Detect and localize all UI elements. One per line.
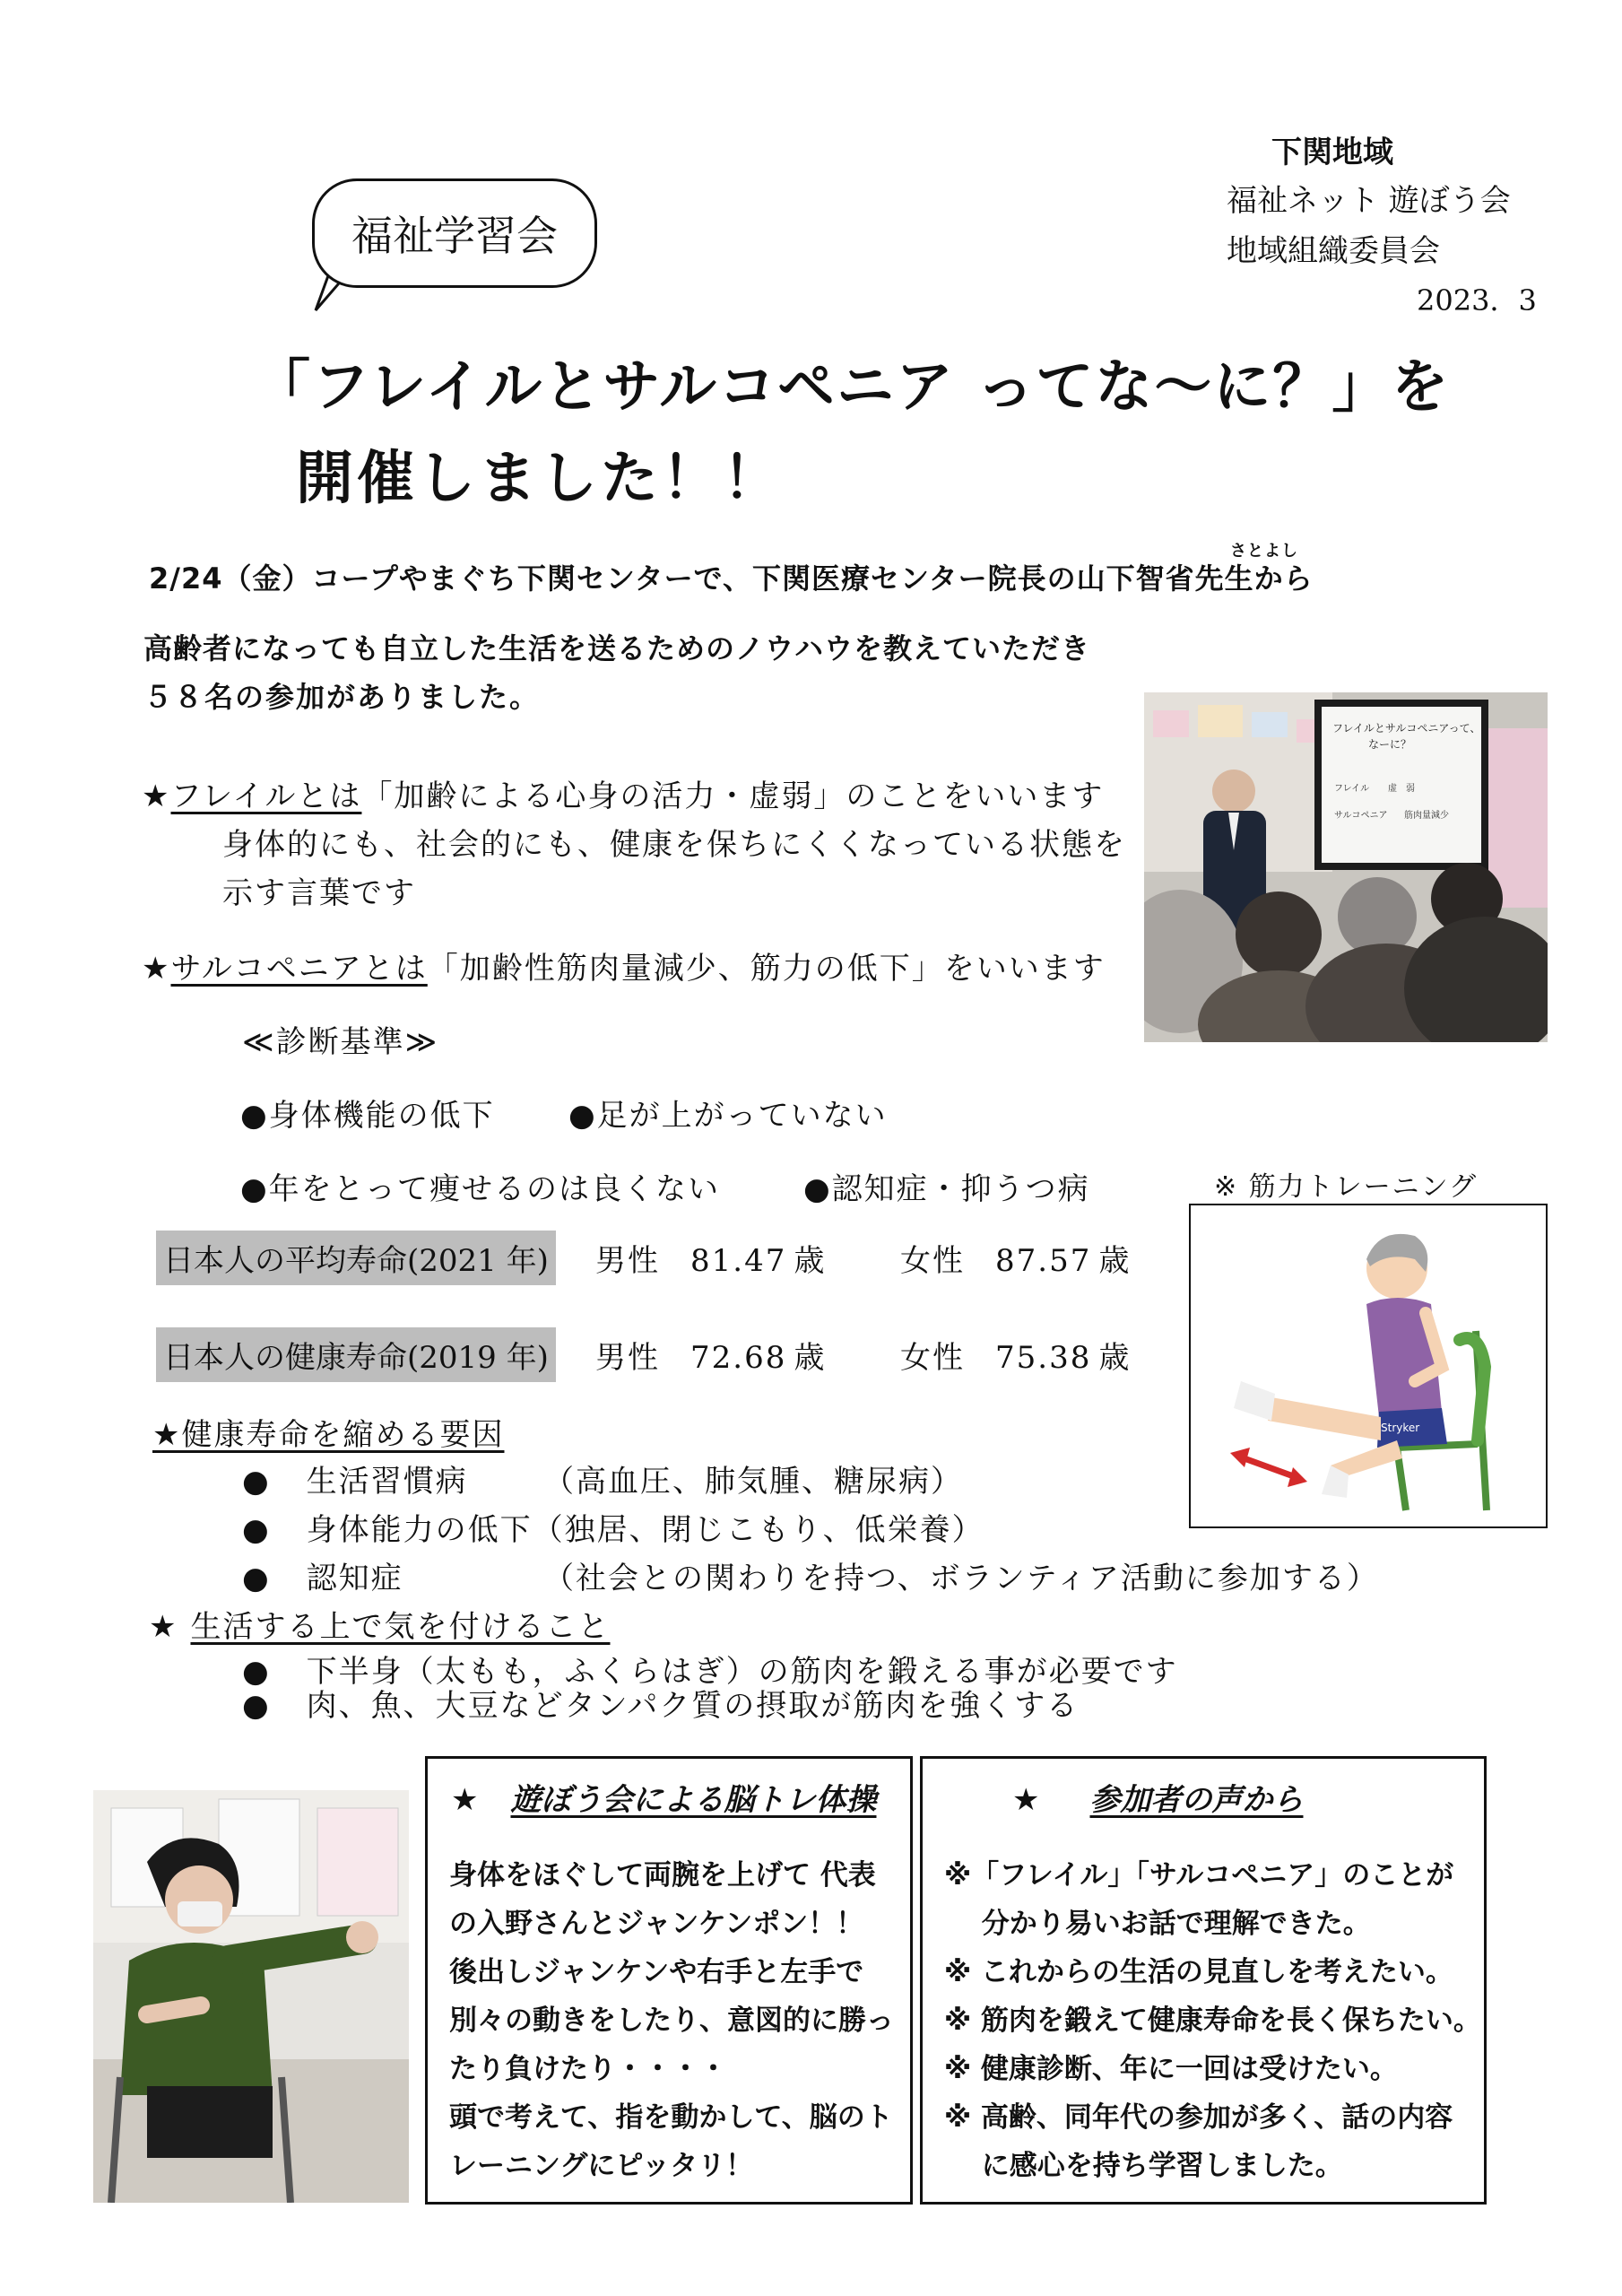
exercise-photo [93, 1790, 409, 2203]
page-title-line2: 開催しました！！ [296, 446, 784, 512]
box2-line-4: ※ 筋肉を鍛えて健康寿命を長く保ちたい。 [944, 2005, 1481, 2037]
bullet: ● [242, 1464, 271, 1500]
frail-definition [142, 771, 1104, 815]
unit: 歳 [1098, 1340, 1132, 1376]
factor-detail: （高血圧、肺気腫、糖尿病） [543, 1464, 963, 1500]
lecture-photo [1144, 692, 1548, 1042]
unit: 歳 [794, 1340, 827, 1376]
female-label: 女性 [900, 1340, 965, 1376]
male-label: 男性 [595, 1340, 660, 1376]
box2-line-7: に感心を持ち学習しました。 [944, 2150, 1343, 2182]
sarco-term: サルコペニアとは [170, 951, 428, 987]
star-mark: ★ [142, 778, 171, 814]
sarco-def: 「加齢性筋肉量減少、筋力の低下」をいいます [427, 951, 1106, 987]
criteria-item-2: ●足が上がっていない [568, 1098, 888, 1134]
box2-title [1012, 1775, 1303, 1819]
factor-name: 生活習慣病 [306, 1464, 468, 1500]
box1-line-3: 後出しジャンケンや右手と左手で [449, 1956, 864, 1988]
care-heading [149, 1602, 610, 1646]
frail-def: 「加齢による心身の活力・虚弱」のことをいいます [361, 778, 1105, 814]
male-label: 男性 [595, 1243, 660, 1279]
slide-title-1: フレイルとサルコペニアって、 [1332, 722, 1481, 735]
brain-training-box [425, 1756, 913, 2205]
health-male [595, 1333, 826, 1377]
factor-item-1 [242, 1457, 963, 1500]
unit: 歳 [794, 1243, 827, 1279]
star-mark: ★ [451, 1782, 479, 1818]
slide-title-2: なーに？ [1368, 738, 1412, 751]
intro-line3: ５８名の参加がありました。 [143, 680, 541, 714]
committee-name: 地域組織委員会 [1227, 233, 1440, 269]
box2-line-2: 分かり易いお話で理解できた。 [944, 1908, 1371, 1940]
exercise-figure [1191, 1205, 1546, 1526]
slide-row1-b: 虚 弱 [1388, 784, 1415, 794]
bullet: ● [242, 1561, 271, 1596]
health-female [900, 1333, 1131, 1377]
criteria-heading: ≪診断基準≫ [242, 1024, 439, 1060]
criteria-item-3: ●年をとって痩せるのは良くない [240, 1171, 720, 1207]
box2-title-text: 参加者の声から [1089, 1782, 1304, 1818]
care-item-2 [242, 1681, 1079, 1725]
box1-line-4: 別々の動きをしたり、意図的に勝っ [449, 2005, 894, 2037]
box2-line-5: ※ 健康診断、年に一回は受けたい。 [944, 2053, 1398, 2085]
frail-desc-line2: 示す言葉です [222, 875, 416, 911]
bullet: ● [242, 1512, 271, 1548]
factors-heading [152, 1410, 504, 1454]
training-illustration [1189, 1204, 1548, 1528]
box1-line-6: 頭で考えて、指を動かして、脳のト [449, 2101, 893, 2134]
box1-line-5: たり負けたり・・・・ [449, 2053, 727, 2085]
female-value: 75.38 [995, 1340, 1092, 1376]
sarco-definition [142, 944, 1106, 987]
star-mark: ★ [149, 1609, 178, 1645]
factor-detail: （社会との関わりを持つ、ボランティア活動に参加する） [543, 1561, 1379, 1596]
criteria-item-1: ●身体機能の低下 [240, 1098, 495, 1134]
box2-line-6: ※ 高齢、同年代の参加が多く、話の内容 [944, 2101, 1453, 2134]
bullet: ● [242, 1654, 271, 1690]
org-name: 福祉ネット 遊ぼう会 [1227, 183, 1511, 219]
factor-name: 認知症 [306, 1561, 403, 1596]
region-name: 下関地域 [1271, 135, 1393, 170]
criteria-item-4: ●認知症・抑うつ病 [803, 1171, 1090, 1207]
female-value: 87.57 [995, 1243, 1092, 1279]
participant-voices-box [920, 1756, 1487, 2205]
frail-desc-line1: 身体的にも、社会的にも、健康を保ちにくくなっている状態を [222, 827, 1126, 863]
life-female [900, 1236, 1131, 1280]
care-text: 肉、魚、大豆などタンパク質の摂取が筋肉を強くする [306, 1688, 1080, 1724]
care-text: 下半身（太もも，ふくらはぎ）の筋肉を鍛える事が必要です [306, 1654, 1178, 1690]
issue-date: 2023．3 [1417, 283, 1537, 317]
factor-name: 身体能力の低下（独居、閉じこもり、低栄養） [306, 1512, 984, 1548]
exercise-photo-scene [93, 1790, 409, 2203]
male-value: 81.47 [690, 1243, 787, 1279]
life-expectancy-label: 日本人の平均寿命(2021 年) [156, 1231, 556, 1285]
slide-row1-a: フレイル [1334, 784, 1370, 794]
star-mark: ★ [142, 951, 171, 987]
life-male [595, 1236, 826, 1280]
event-type-bubble: 福祉学習会 [312, 178, 597, 288]
male-value: 72.68 [690, 1340, 787, 1376]
factor-item-2 [242, 1505, 984, 1549]
intro-line1: 2/24（金）コープやまぐち下関センターで、下関医療センター院長の山下智省先生から [149, 561, 1314, 596]
frail-term: フレイルとは [170, 778, 362, 814]
name-ruby: さとよし [1230, 542, 1298, 561]
unit: 歳 [1098, 1243, 1132, 1279]
training-caption: ※ 筋力トレーニング [1214, 1171, 1479, 1203]
page-title-line1: 「フレイルとサルコペニア ってな～に？」を [253, 354, 1451, 421]
shirt-text: Stryker [1381, 1422, 1420, 1434]
slide-row2-a: サルコペニア [1334, 811, 1388, 821]
factor-item-3 [242, 1553, 1379, 1597]
box1-title [451, 1775, 876, 1819]
box1-title-text: 遊ぼう会による脳トレ体操 [510, 1782, 877, 1818]
bullet: ● [242, 1688, 271, 1724]
care-heading-text: 生活する上で気を付けること [190, 1609, 611, 1645]
box1-line-1: 身体をほぐして両腕を上げて 代表 [449, 1859, 876, 1892]
health-expectancy-label: 日本人の健康寿命(2019 年) [156, 1327, 556, 1382]
box1-line-7: レーニングにピッタリ！ [449, 2150, 754, 2182]
female-label: 女性 [900, 1243, 965, 1279]
box1-line-2: の入野さんとジャンケンポン！！ [449, 1908, 864, 1940]
star-mark: ★ [1012, 1782, 1040, 1818]
lecture-scene [1144, 692, 1548, 1042]
box2-line-3: ※ これからの生活の見直しを考えたい。 [944, 1956, 1453, 1988]
slide-row2-b: 筋肉量減少 [1404, 811, 1449, 821]
box2-line-1: ※「フレイル」「サルコペニア」のことが [944, 1859, 1454, 1892]
factors-heading-text: ★健康寿命を縮める要因 [152, 1417, 505, 1453]
intro-line2: 高齢者になっても自立した生活を送るためのノウハウを教えていただき [143, 631, 1091, 665]
